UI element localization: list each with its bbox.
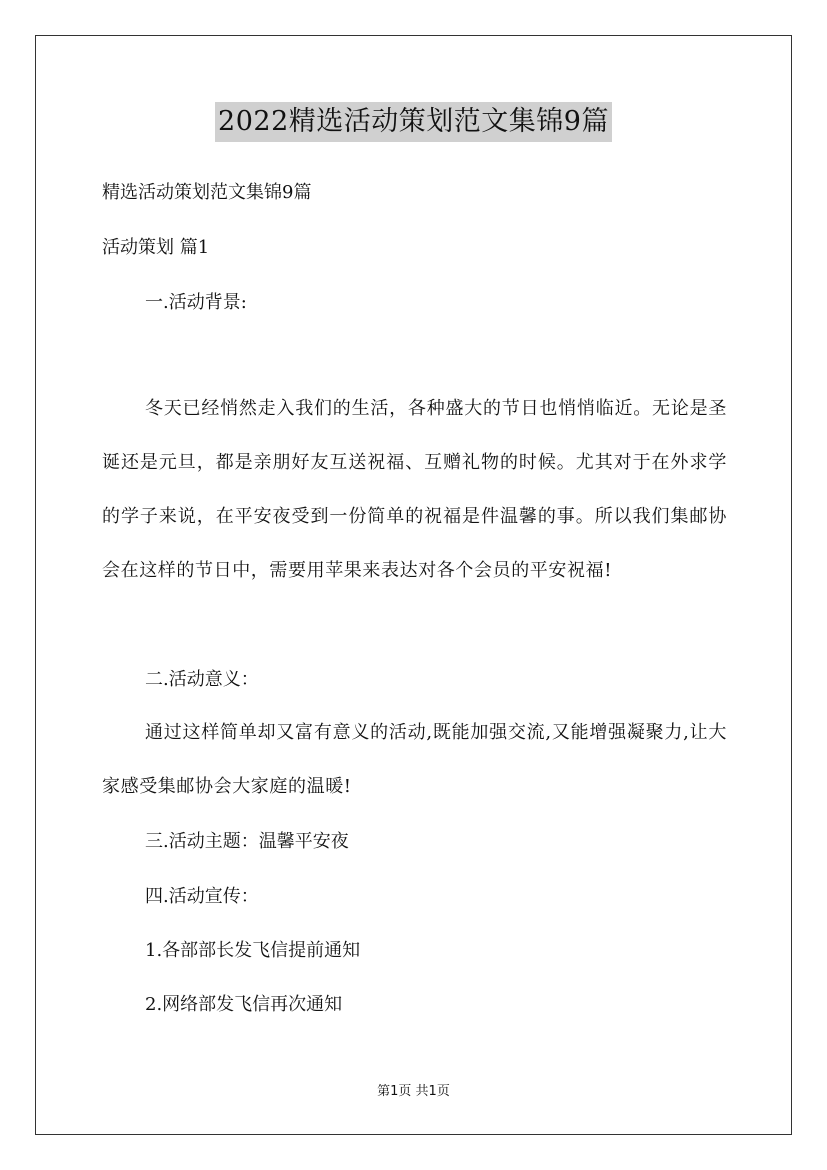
promotion-item: 1.各部部长发飞信提前通知 xyxy=(145,940,361,961)
promotion-item: 2.网络部发飞信再次通知 xyxy=(145,994,343,1015)
background-paragraph: 冬天已经悄然走入我们的生活，各种盛大的节日也悄悄临近。无论是圣诞还是元旦，都是亲朋好友互送祝福、互赠礼物的时候。尤其对于在外求学的学子来说，在平安夜受到一份简单的祝福是件温馨的事。所以我们集邮协会在这样的节日中，需要用苹果来表达对各个会员的平安祝福! xyxy=(102,398,727,581)
meaning-paragraph: 通过这样简单却又富有意义的活动,既能加强交流,又能增强凝聚力,让大家感受集邮协会大家庭的温暖! xyxy=(102,722,727,797)
background-heading: 一.活动背景: xyxy=(145,292,247,313)
page-number-label: 第1页 共1页 xyxy=(377,1084,450,1099)
theme-line: 三.活动主题：温馨平安夜 xyxy=(145,831,349,852)
document-title: 2022精选活动策划范文集锦9篇 xyxy=(215,102,612,142)
promotion-heading: 四.活动宣传： xyxy=(145,886,259,907)
title-container xyxy=(0,102,827,142)
page-footer xyxy=(0,1083,827,1101)
section-label: 活动策划 篇1 xyxy=(102,237,210,258)
meaning-heading: 二.活动意义： xyxy=(145,669,259,690)
document-subtitle: 精选活动策划范文集锦9篇 xyxy=(102,182,312,203)
